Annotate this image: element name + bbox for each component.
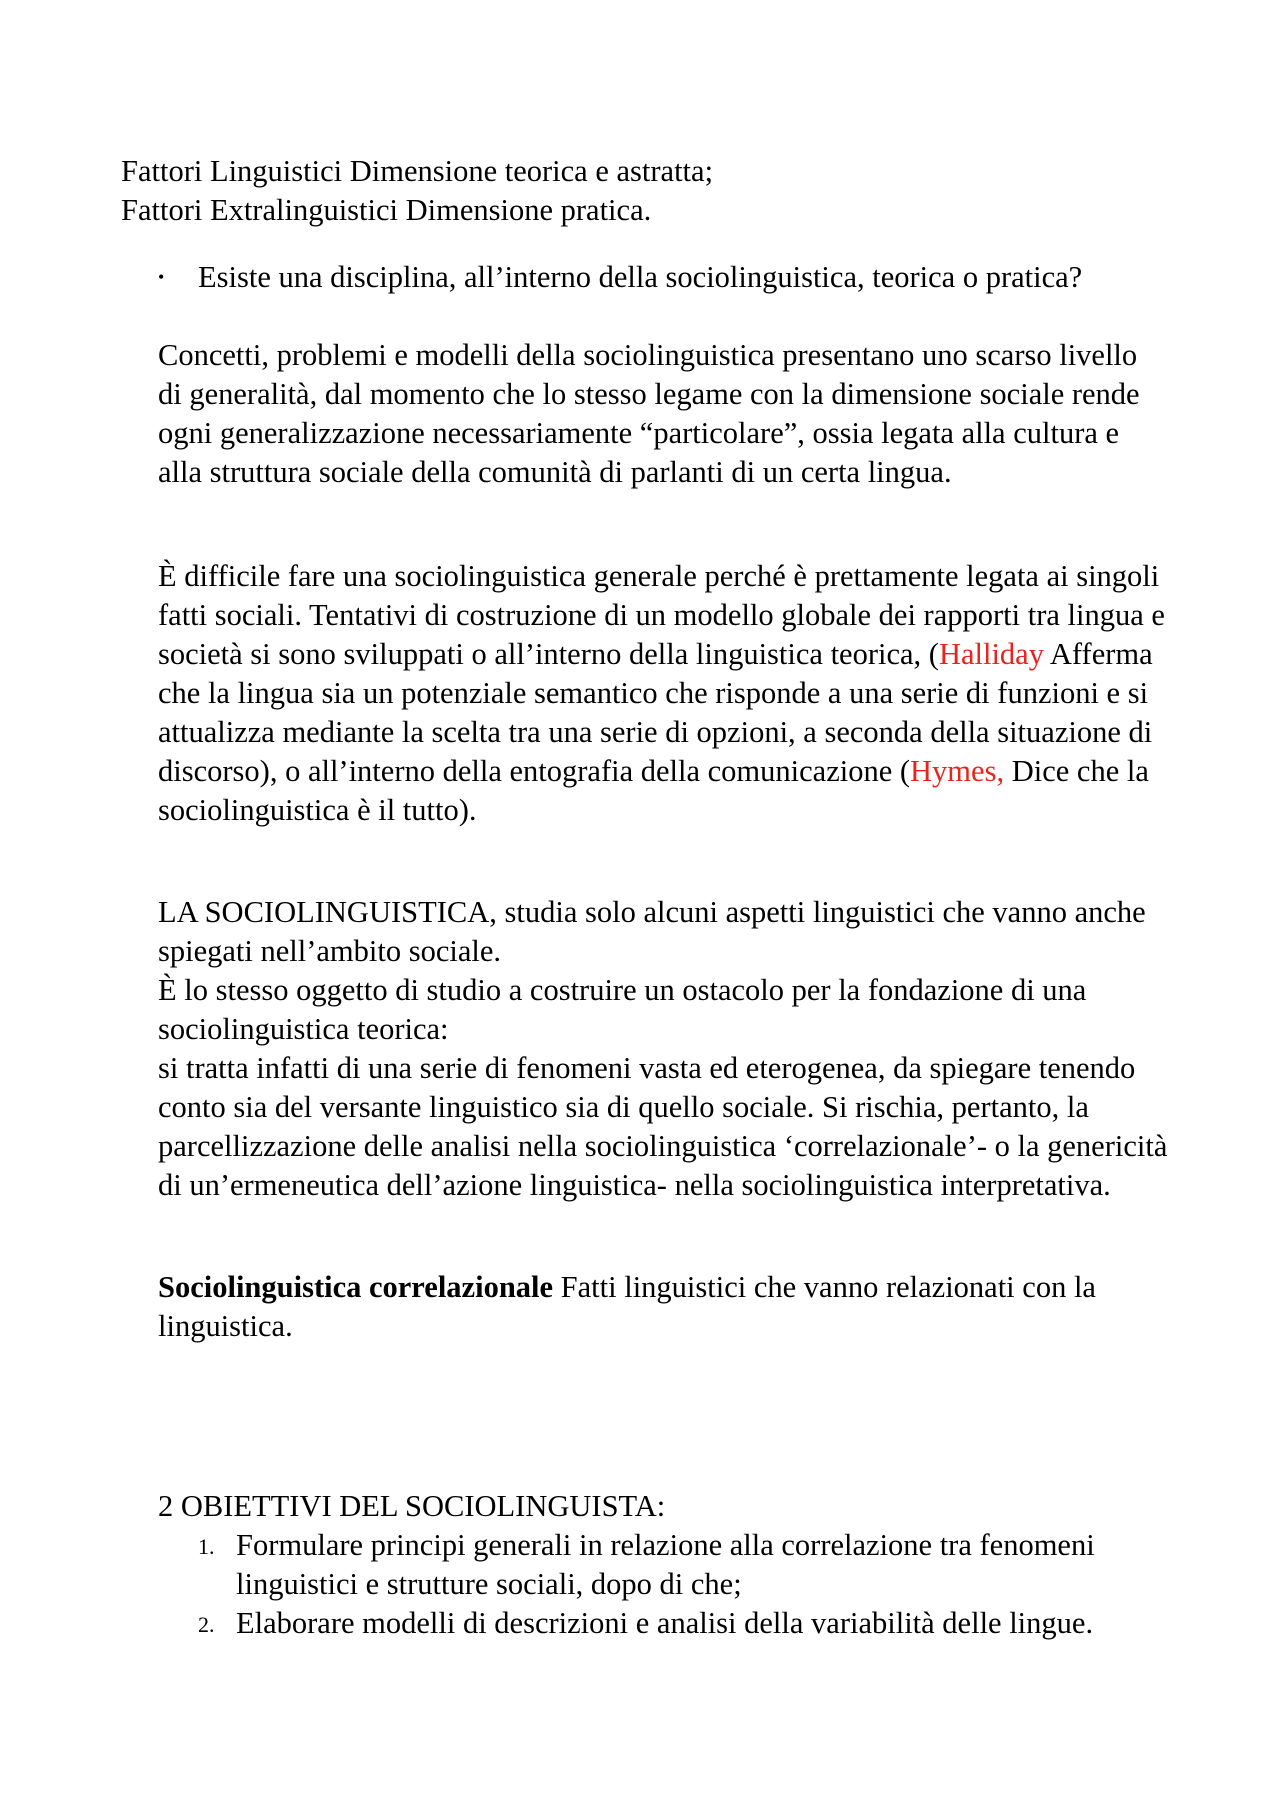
paragraph-correlazionale xyxy=(158,1268,1168,1346)
paragraph-segment: Dice che la sociolinguistica è il tutto). xyxy=(158,754,1149,827)
list-item-text: Formulare principi generali in relazione alla correlazione tra fenomeni linguistici e strutture sociali, dopo di che; xyxy=(236,1528,1095,1601)
paragraph-segment: Afferma che la lingua sia un potenziale semantico che risponde a una serie di funzioni e si attualizza mediante la scelta tra una serie di opzioni, a seconda della situazione di discorso), o all’interno della entografia della comunicazione ( xyxy=(158,637,1153,788)
halliday-name: Halliday xyxy=(938,637,1044,671)
bullet-item xyxy=(158,258,1168,297)
paragraph-text xyxy=(158,557,1168,830)
hymes-name: Hymes, xyxy=(910,754,1005,788)
list-item xyxy=(158,1526,1168,1604)
paragraph-la-sociolinguistica xyxy=(158,893,1168,1205)
paragraph-line: si tratta infatti di una serie di fenomeni vasta ed eterogenea, da spiegare tenendo conto sia del versante linguistico sia di quello sociale. Si rischia, pertanto, la parcellizzazione delle analisi nella sociolinguistica ‘correlazionale’- o la genericità di un’ermeneutica dell’azione linguistica- nella sociolinguistica interpretativa. xyxy=(158,1051,1168,1202)
paragraph-sociolinguistica-generale xyxy=(158,557,1168,830)
term-bold: Sociolinguistica correlazionale xyxy=(158,1270,554,1304)
list-item-text: Elaborare modelli di descrizioni e analisi della variabilità delle lingue. xyxy=(236,1606,1094,1640)
bullet-dot-icon: • xyxy=(158,267,165,287)
term-definition: Fatti linguistici che vanno relazionati con la linguistica. xyxy=(158,1270,1096,1343)
intro-line-extralinguistic-factors: Fattori Extralinguistici Dimensione pratica. xyxy=(121,193,652,227)
bullet-list xyxy=(158,258,1168,297)
paragraph-text: Concetti, problemi e modelli della sociolinguistica presentano uno scarso livello di generalità, dal momento che lo stesso legame con la dimensione sociale rende ogni generalizzazione necessariamente “particolare”, ossia legata alla cultura e alla struttura sociale della comunità di parlanti di un certa lingua. xyxy=(158,338,1140,489)
intro-line-linguistic-factors: Fattori Linguistici Dimensione teorica e astratta; xyxy=(121,154,714,188)
objectives-section xyxy=(158,1487,1168,1643)
paragraph-line: È lo stesso oggetto di studio a costruire un ostacolo per la fondazione di una sociolinguistica teorica: xyxy=(158,973,1087,1046)
paragraph-text xyxy=(158,1268,1168,1346)
paragraph-line: LA SOCIOLINGUISTICA, studia solo alcuni aspetti linguistici che vanno anche spiegati nell’ambito sociale. xyxy=(158,895,1146,968)
objectives-heading: 2 OBIETTIVI DEL SOCIOLINGUISTA: xyxy=(158,1489,666,1523)
list-item xyxy=(158,1604,1168,1643)
paragraph-segment: È difficile fare una sociolinguistica generale perché è prettamente legata ai singoli fatti sociali. Tentativi di costruzione di un modello globale dei rapporti tra lingua e società si sono sviluppati o all’interno della linguistica teorica, ( xyxy=(158,559,1165,671)
bullet-question: Esiste una disciplina, all’interno della sociolinguistica, teorica o pratica? xyxy=(198,260,1083,294)
list-number: 2. xyxy=(198,1612,215,1637)
objectives-list xyxy=(158,1526,1168,1643)
intro-block xyxy=(121,152,1161,230)
list-number: 1. xyxy=(198,1534,215,1559)
paragraph-generalita xyxy=(158,336,1168,492)
